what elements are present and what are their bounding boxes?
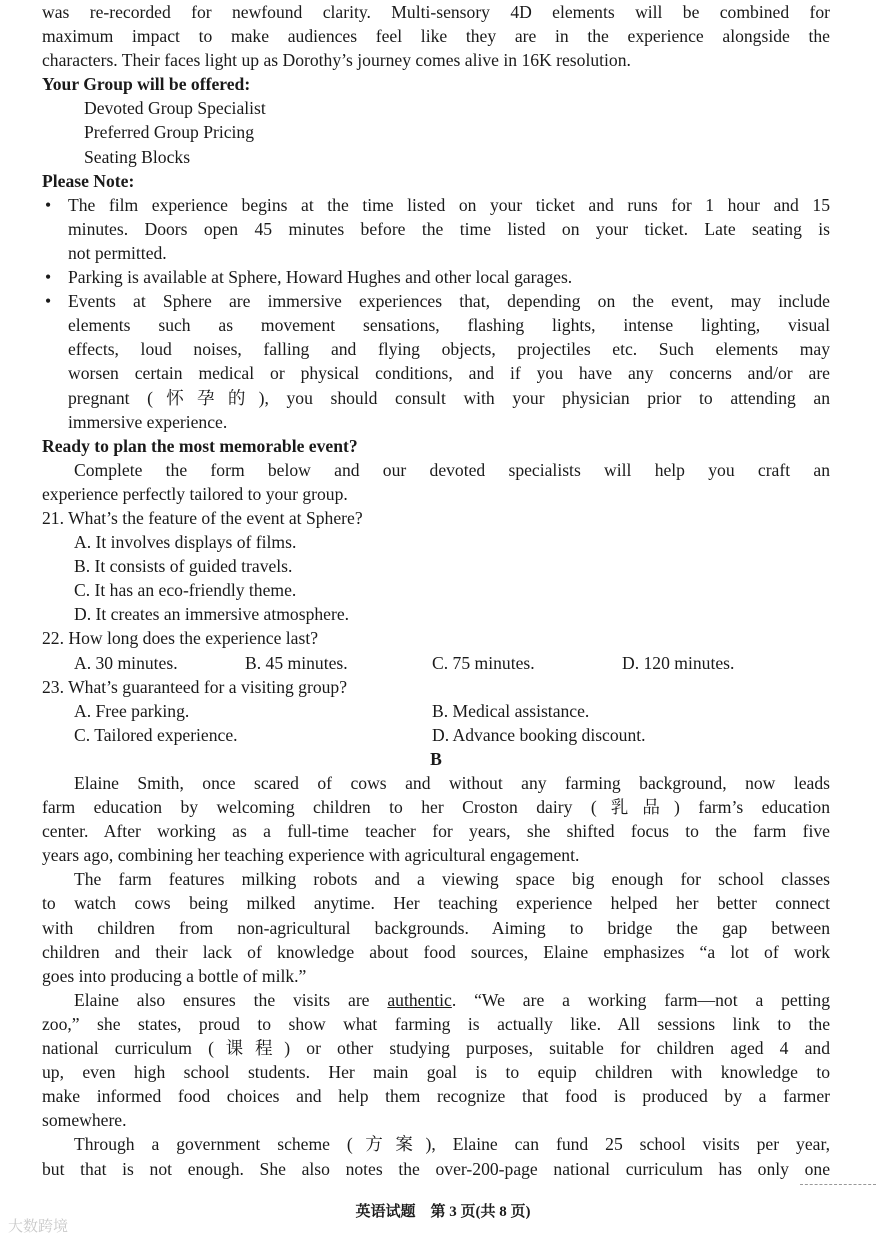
answer-option: A. It involves displays of films. — [74, 532, 297, 553]
page-footer: 英语试题 第 3 页(共 8 页) — [355, 1204, 531, 1220]
answer-option: B. Medical assistance. — [432, 700, 590, 721]
text-line: pregnant (怀孕的), you should consult with your physician prior to attending an — [68, 387, 830, 408]
text-line: characters. Their faces light up as Dorothy’s journey comes alive in 16K resolution. — [42, 50, 631, 71]
paragraph — [42, 1132, 830, 1180]
answer-option: C. 75 minutes. — [432, 652, 535, 673]
text-line: children and their lack of knowledge about food sources, Elaine emphasizes “a lot of work — [42, 941, 830, 962]
text-line: national curriculum (课程) or other studying purposes, suitable for children aged 4 and — [42, 1038, 830, 1059]
question-23 — [42, 675, 830, 747]
text-line: immersive experience. — [68, 411, 228, 432]
text-line: goes into producing a bottle of milk.” — [42, 965, 307, 986]
answer-option: A. Free parking. — [74, 700, 190, 721]
text-line — [42, 988, 830, 1012]
text-line: zoo,” she states, proud to show what farming is actually like. All sessions link to the — [42, 1013, 830, 1034]
text-line: Parking is available at Sphere, Howard Hughes and other local garages. — [68, 267, 573, 288]
answer-option: C. Tailored experience. — [74, 724, 238, 745]
answer-option: C. It has an eco-friendly theme. — [74, 580, 297, 601]
paragraph — [42, 988, 830, 1133]
text-line: Elaine Smith, once scared of cows and without any farming background, now leads — [74, 773, 830, 793]
answer-option: B. It consists of guided travels. — [74, 556, 293, 577]
text-line: center. After working as a full-time teacher for years, she shifted focus to the farm five — [42, 821, 830, 842]
question-21 — [42, 506, 830, 626]
text-line: The film experience begins at the time listed on your ticket and runs for 1 hour and 15 — [68, 194, 830, 215]
offer-heading: Your Group will be offered: — [42, 74, 251, 95]
question-stem: 23. What’s guaranteed for a visiting group? — [42, 676, 348, 697]
text-line: make informed food choices and help them recognize that food is produced by a farmer — [42, 1086, 830, 1107]
text-line: not permitted. — [68, 242, 167, 263]
answer-option: A. 30 minutes. — [74, 652, 178, 673]
text-line: with children from non-agricultural backgrounds. Aiming to bridge the gap between — [42, 917, 830, 938]
text-line: worsen certain medical or physical conditions, and if you have any concerns and/or are — [68, 363, 830, 384]
text-line: to watch cows being milked anytime. Her teaching experience helped her better connect — [42, 893, 830, 914]
text-line: minutes. Doors open 45 minutes before the time listed on your ticket. Late seating is — [68, 218, 830, 239]
text-line: somewhere. — [42, 1110, 127, 1131]
text-line: farm education by welcoming children to her Croston dairy (乳品) farm’s education — [42, 797, 830, 818]
text-line: Through a government scheme (方案), Elaine can fund 25 school visits per year, — [74, 1134, 830, 1155]
note-list — [42, 193, 830, 434]
text-line: Events at Sphere are immersive experiences that, depending on the event, may include — [68, 291, 830, 312]
text-line: was re-recorded for newfound clarity. Multi-sensory 4D elements will be combined for — [42, 2, 830, 22]
watermark: 大数跨境 — [8, 1217, 69, 1235]
option-row — [42, 699, 830, 723]
text-line: maximum impact to make audiences feel like they are in the experience alongside the — [42, 26, 830, 47]
answer-option: D. Advance booking discount. — [432, 724, 646, 745]
exam-page — [42, 0, 830, 1181]
offer-item: Preferred Group Pricing — [84, 122, 255, 143]
paragraph — [42, 867, 830, 987]
note-heading: Please Note: — [42, 170, 135, 191]
note-item — [42, 289, 830, 434]
text-run: Elaine also ensures the visits are — [74, 989, 388, 1010]
option-row — [42, 651, 830, 675]
note-item — [42, 193, 830, 265]
divider — [800, 1184, 876, 1185]
section-label: B — [430, 748, 442, 769]
underlined-word: authentic — [387, 989, 452, 1010]
text-line: experience perfectly tailored to your group. — [42, 483, 348, 504]
answer-option: B. 45 minutes. — [245, 652, 348, 673]
answer-option: D. 120 minutes. — [622, 652, 735, 673]
bullet-icon: • — [45, 194, 52, 215]
text-line: years ago, combining her teaching experience with agricultural engagement. — [42, 845, 580, 866]
ready-heading: Ready to plan the most memorable event? — [42, 435, 358, 456]
option-row — [42, 723, 830, 747]
paragraph — [42, 771, 830, 867]
offer-item: Seating Blocks — [84, 146, 191, 167]
question-stem: 21. What’s the feature of the event at Sphere? — [42, 507, 363, 528]
text-line: but that is not enough. She also notes the over-200-page national curriculum has only one — [42, 1158, 830, 1179]
answer-option: D. It creates an immersive atmosphere. — [74, 604, 350, 625]
text-line: Complete the form below and our devoted specialists will help you craft an — [74, 459, 830, 480]
offer-list — [42, 96, 830, 168]
text-line: up, even high school students. Her main goal is to equip children with knowledge to — [42, 1062, 830, 1083]
text-line: elements such as movement sensations, flashing lights, intense lighting, visual — [68, 315, 830, 336]
question-stem: 22. How long does the experience last? — [42, 628, 319, 649]
question-22 — [42, 626, 830, 674]
offer-item: Devoted Group Specialist — [84, 98, 266, 119]
bullet-icon: • — [45, 291, 52, 312]
passage-a-intro — [42, 0, 830, 72]
text-line: effects, loud noises, falling and flying objects, projectiles etc. Such elements may — [68, 339, 830, 360]
note-item — [42, 265, 830, 289]
bullet-icon: • — [45, 267, 52, 288]
text-line: The farm features milking robots and a viewing space big enough for school classes — [74, 869, 830, 890]
text-run: . “We are a working farm—not a petting — [451, 989, 830, 1010]
